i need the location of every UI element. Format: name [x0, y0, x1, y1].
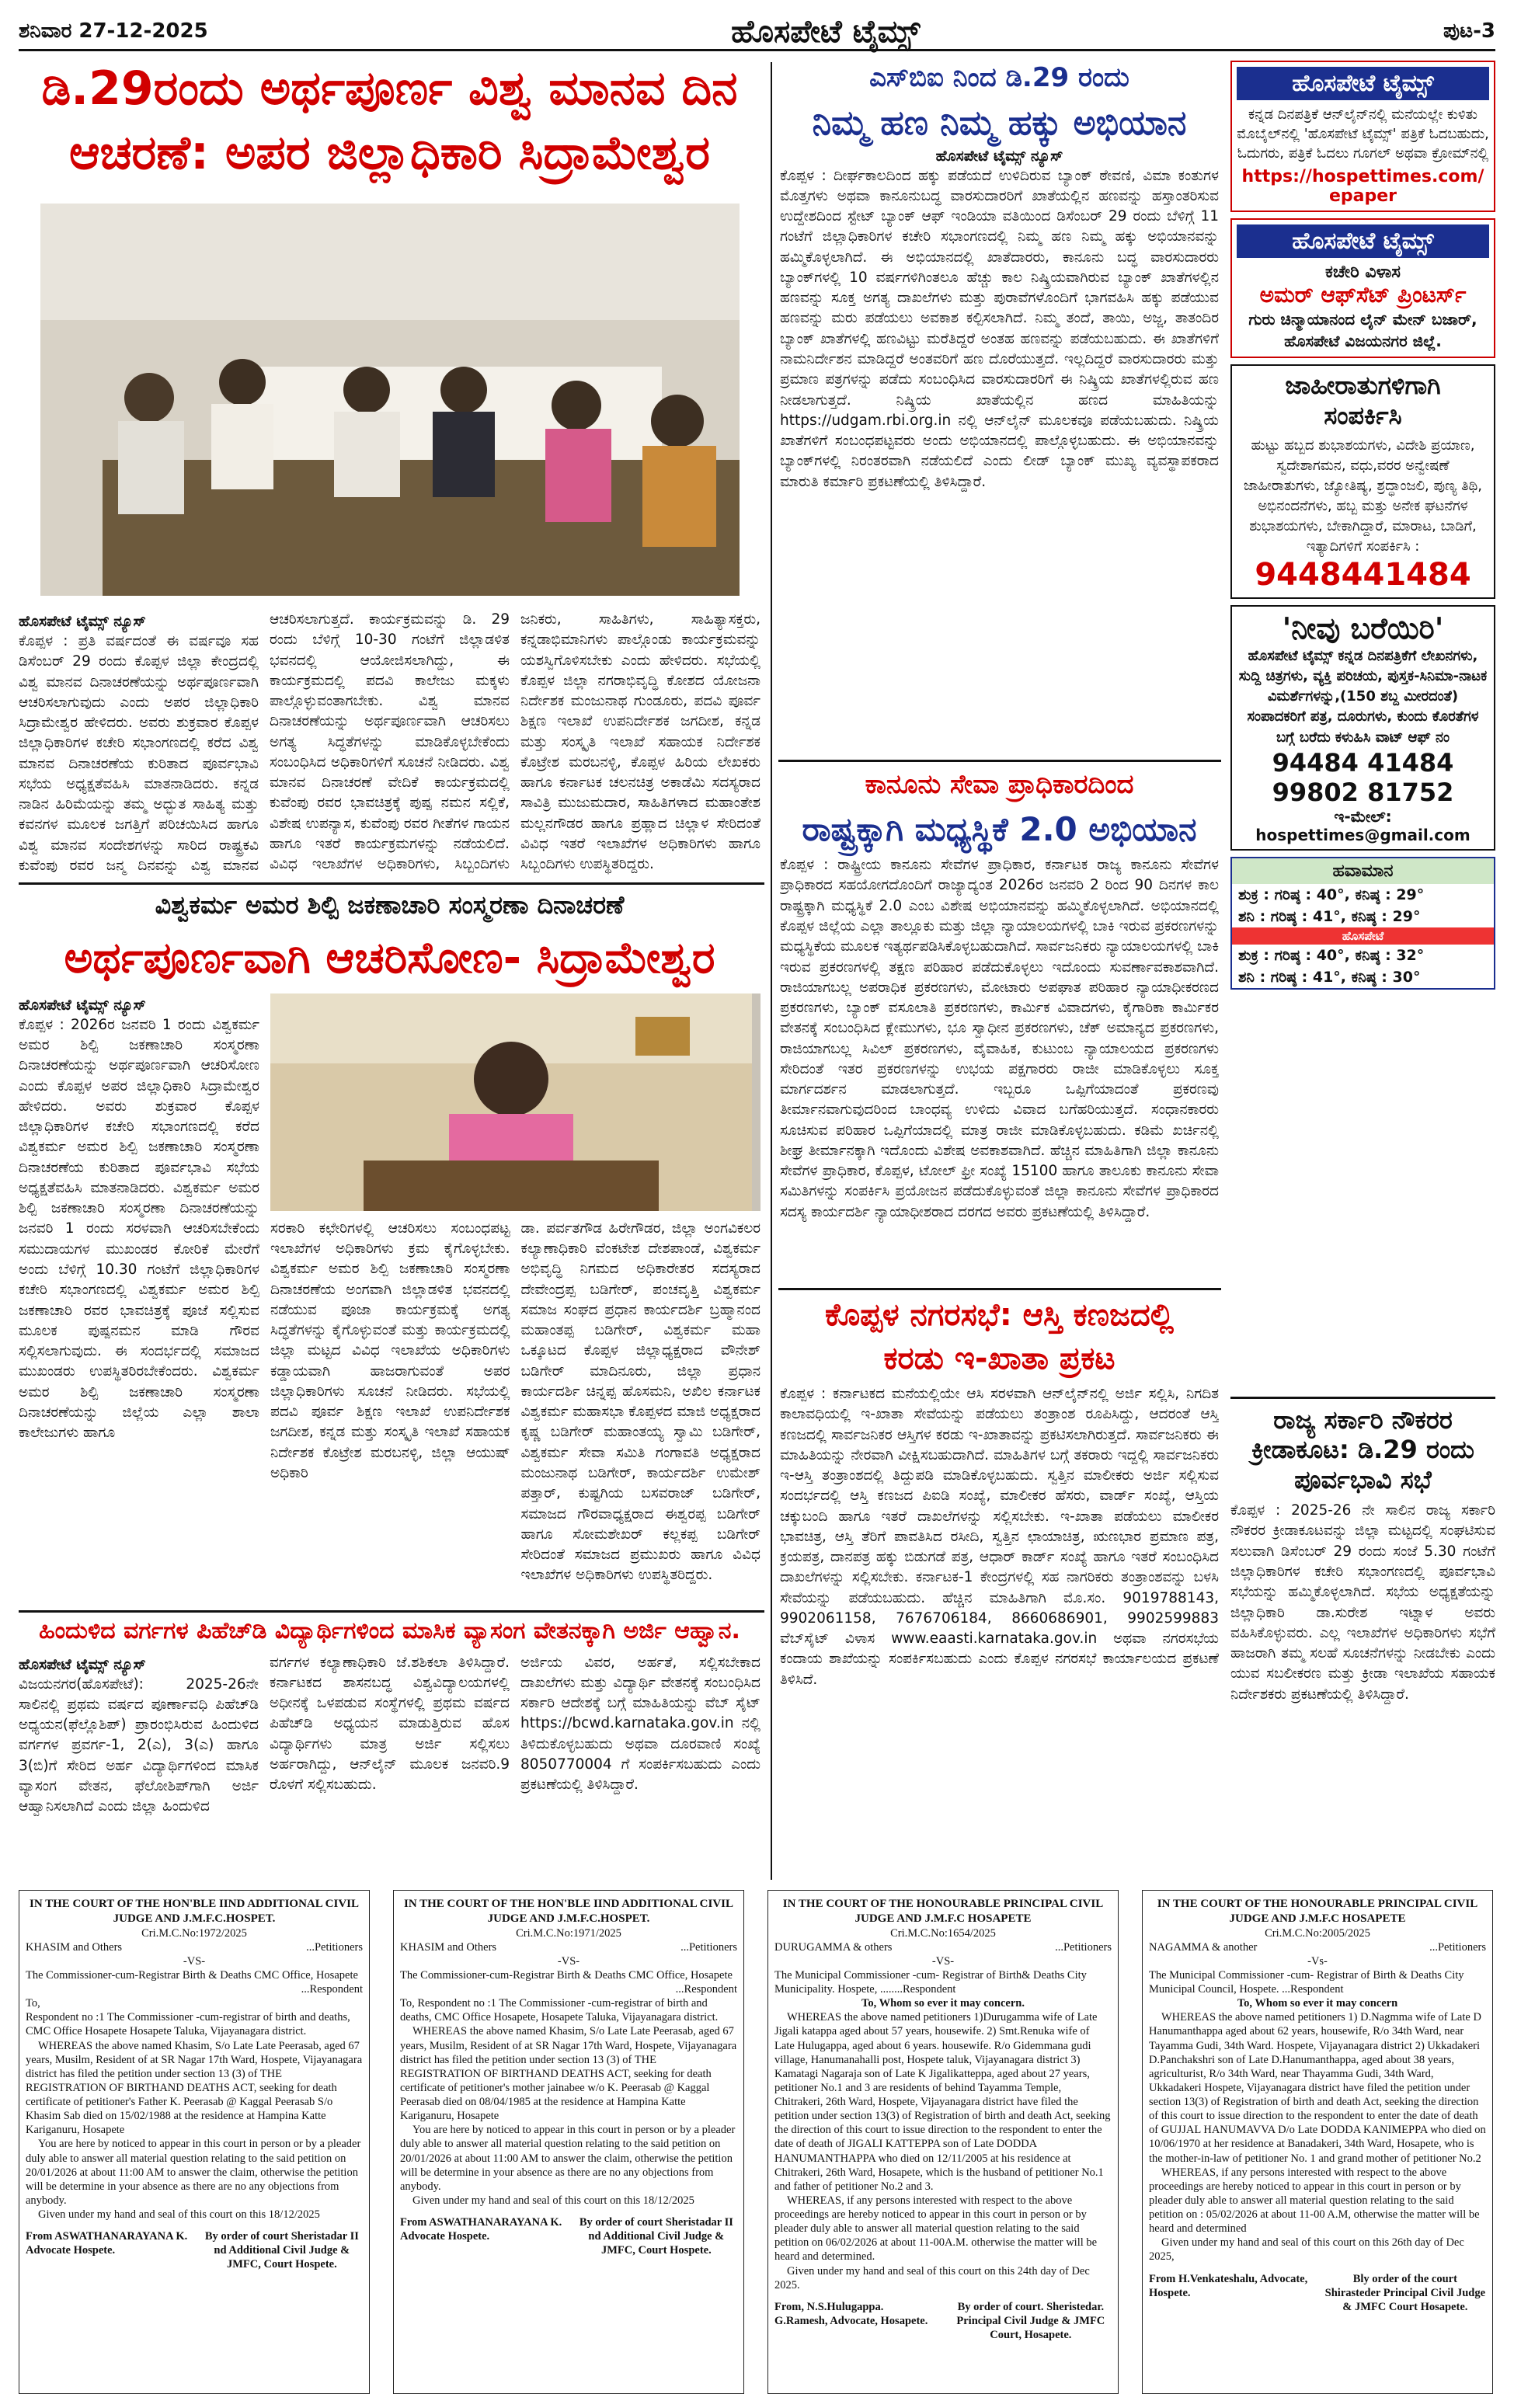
- legal1-respondent-role: ...Respondent: [301, 1983, 363, 1996]
- story1-col2: ಆಚರಿಸಲಾಗುತ್ತದೆ. ಕಾರ್ಯಕ್ರಮವನ್ನು ಡಿ. 29 ರಂದು ಬೆಳಿಗ್ಗೆ 10-30 ಗಂಟೆಗೆ ಜಿಲ್ಲಾಡಳಿತ ಭವನದಲ್ಲಿ ಆಯೋಜಿಸಲಾಗಿದ್ದು, ಈ ಕಾರ್ಯಕ್ರಮದಲ್ಲಿ ಪದವಿ ಕಾಲೇಜು ಮಕ್ಕಳು ಪಾಲ್ಗೊಳ್ಳುವಂತಾಗಬೇಕು. ವಿಶ್ವ ಮಾನವ ದಿನಾಚರಣೆಯನ್ನು ಅರ್ಥಪೂರ್ಣವಾಗಿ ಆಚರಿಸಲು ಅಗತ್ಯ ಸಿದ್ಧತೆಗಳನ್ನು ಮಾಡಿಕೊಳ್ಳಬೇಕೆಂದು ಸಂಬಂಧಿಸಿದ ಅಧಿಕಾರಿಗಳಿಗೆ ಸೂಚನೆ ನೀಡಿದರು. ವಿಶ್ವ ಮಾನವ ದಿನಾಚರಣೆ ವೇದಿಕೆ ಕಾರ್ಯಕ್ರಮದಲ್ಲಿ ಕುವೆಂಪು ರವರ ಭಾವಚಿತ್ರಕ್ಕೆ ಪುಷ್ಪ ನಮನ ಸಲ್ಲಿಕೆ, ವಿಶೇಷ ಉಪನ್ಯಾಸ, ಕುವೆಂಪು ರವರ ಗೀತೆಗಳ ಗಾಯನ ಹಾಗೂ ಇತರೆ ಕಾರ್ಯಕ್ರಮಗಳನ್ನು ನಡೆಯಲಿದೆ. ವಿವಿಧ ಇಲಾಖೆಗಳ ಅಧಿಕಾರಿಗಳು, ಸಿಬ್ಬಂದಿಗಳು: [270, 611, 510, 873]
- story2-byline: ಹೊಸಪೇಟೆ ಟೈಮ್ಸ್ ನ್ಯೂಸ್: [19, 996, 146, 1014]
- story7-headline-line2: ಕ್ರೀಡಾಕೂಟ: ಡಿ.29 ರಂದು: [1251, 1435, 1474, 1465]
- legal2-respondent-role: ...Respondent: [675, 1983, 737, 1996]
- story2-kicker: ವಿಶ್ವಕರ್ಮ ಅಮರ ಶಿಲ್ಪಿ ಜಕಣಾಚಾರಿ ಸಂಸ್ಮರಣಾ ದಿನಾಚರಣೆ: [155, 890, 625, 920]
- divider: [19, 882, 764, 885]
- story1-body: [19, 610, 760, 878]
- story-sports-meet: [1230, 1397, 1495, 1882]
- story6-headline-line1: ಕೊಪ್ಪಳ ನಗರಸಭೆ: ಆಸ್ತಿ ಕಣಜದಲ್ಲಿ: [825, 1297, 1174, 1333]
- office-printer: ಅಮರ್ ಆಫ್‌ಸೆಟ್ ಪ್ರಿಂಟರ್ಸ್: [1259, 281, 1467, 308]
- legal1-given: Given under my hand and seal of this court on this 18/12/2025: [38, 2208, 320, 2221]
- ads-title-line2: ಸಂಪರ್ಕಿಸಿ: [1324, 400, 1402, 430]
- legal2-vs: -VS-: [557, 1954, 580, 1968]
- legal2-from: From ASWATHANARAYANA K. Advocate Hospete.: [400, 2216, 562, 2243]
- office-box: [1230, 218, 1495, 358]
- sidebar: [1230, 61, 1495, 994]
- story6-headline-line2: ಕರಡು ಇ-ಖಾತಾ ಪ್ರಕಟ: [883, 1341, 1115, 1376]
- legal4-whereas: WHEREAS the above named petitioners 1) D.Nagmma wife of Late D Hanumanthappa aged about 62 years, housewife, R/o 34th Ward, near Tayamma Gudi, 34th Ward. Hospete, Vijayanagara district 2) Ukkadakeri D.Panchakshri son of Late D.Hanumanthappa, aged about 38 years, agriculturist, R/o 34th Ward, near Thayamma Gudi, 34th Ward, Ukkadakeri Hospete, Vijayanagara district have filed the petition under section 13(3) of Registration of birth and death Act, seeking the direction of this court to issue direction to the respondent to enter the date of death of GUJJAL HANUMAVVA D/o Late DODDA KANIMEPPA who died on 10/06/1970 at her residence at Banadakeri, 34th Ward, Hosapete, who is the mother-in-law of petitioner No. 1 and grand mother of petitioner No.2: [1149, 2011, 1486, 2165]
- masthead: [19, 14, 1495, 51]
- newspaper-page: [19, 14, 1495, 2394]
- page-number: ಪುಟ-3: [1443, 19, 1495, 43]
- legal4-notice: WHEREAS, if any persons interested with respect to the above proceedings are hereby noticed to appear in this court in person or by pleader duly able to answer all material question relating to the said petition on : 05/02/2026 at about 11-00 A.M, otherwise the matter will be heard and determined: [1149, 2166, 1480, 2236]
- weather-city: ಹೊಸಪೇಟೆ: [1232, 927, 1494, 945]
- story3-col3: ಅರ್ಜಿಯ ವಿವರ, ಅರ್ಹತೆ, ಸಲ್ಲಿಸಬೇಕಾದ ದಾಖಲೆಗಳು ಮತ್ತು ವಿದ್ಯಾರ್ಥಿ ವೇತನಕ್ಕೆ ಸಂಬಂಧಿಸಿದ ಸರ್ಕಾರಿ ಆದೇಶಕ್ಕೆ ಬಗ್ಗೆ ಮಾಹಿತಿಯನ್ನು ವೆಬ್ ಸೈಟ್ https://bcwd.karnataka.gov.in ನಲ್ಲಿ ತಿಳಿದುಕೊಳ್ಳಬಹುದು ಅಥವಾ ದೂರವಾಣಿ ಸಂಖ್ಯೆ 8050770004 ಗೆ ಸಂಪರ್ಕಿಸಬಹುದು ಎಂದು ಪ್ರಕಟಣೆಯಲ್ಲಿ ತಿಳಿಸಿದ್ದಾರೆ.: [520, 1654, 760, 1794]
- story2-col2: ಸರಕಾರಿ ಕಛೇರಿಗಳಲ್ಲಿ ಆಚರಿಸಲು ಸಂಬಂಧಪಟ್ಟ ಇಲಾಖೆಗಳ ಅಧಿಕಾರಿಗಳು ಕ್ರಮ ಕೈಗೊಳ್ಳಬೇಕು. ವಿಶ್ವಕರ್ಮ ಅಮರ ಶಿಲ್ಪಿ ಜಕಣಾಚಾರಿ ಸಂಸ್ಮರಣಾ ದಿನಾಚರಣೆಯ ಅಂಗವಾಗಿ ಜಿಲ್ಲಾಡಳಿತ ಭವನದಲ್ಲಿ ನಡೆಯುವ ಪೂಜಾ ಕಾರ್ಯಕ್ರಮಕ್ಕೆ ಅಗತ್ಯ ಸಿದ್ಧತೆಗಳನ್ನು ಕೈಗೊಳ್ಳುವಂತೆ ಮತ್ತು ಕಾರ್ಯಕ್ರಮದಲ್ಲಿ ಜಿಲ್ಲಾ ಮಟ್ಟದ ವಿವಿಧ ಇಲಾಖೆಯ ಅಧಿಕಾರಿಗಳು ಕಡ್ಡಾಯವಾಗಿ ಹಾಜರಾಗುವಂತೆ ಅಪರ ಜಿಲ್ಲಾಧಿಕಾರಿಗಳು ಸೂಚನೆ ನೀಡಿದರು. ಸಭೆಯಲ್ಲಿ ಪದವಿ ಪೂರ್ವ ಶಿಕ್ಷಣ ಇಲಾಖೆ ಉಪನಿರ್ದೇಶಕ ಜಗದೀಶ, ಕನ್ನಡ ಮತ್ತು ಸಂಸ್ಕೃತಿ ಇಲಾಖೆ ಸಹಾಯಕ ನಿರ್ದೇಶಕ ಕೊಟ್ರೇಶ ಮರಬನಳ್ಳಿ, ಜಿಲ್ಲಾ ಆಯುಷ್ ಅಧಿಕಾರಿ: [270, 1220, 510, 1481]
- story5-body: ಕೊಪ್ಪಳ : ರಾಷ್ಟ್ರೀಯ ಕಾನೂನು ಸೇವೆಗಳ ಪ್ರಾಧಿಕಾರ, ಕರ್ನಾಟಕ ರಾಜ್ಯ ಕಾನೂನು ಸೇವೆಗಳ ಪ್ರಾಧಿಕಾರದ ಸಹಯೋಗದೊಂದಿಗೆ ರಾಜ್ಯಾದ್ಯಂತ 2026ರ ಜನವರಿ 2 ರಿಂದ 90 ದಿನಗಳ ಕಾಲ ರಾಷ್ಟ್ರಕ್ಕಾಗಿ ಮಧ್ಯಸ್ಥಿಕೆ 2.0 ಎಂಬ ವಿಶೇಷ ಅಭಿಯಾನವನ್ನು ಹಮ್ಮಿಕೊಳ್ಳಲಾಗಿದೆ. ಅಭಿಯಾನದಲ್ಲಿ ಕೊಪ್ಪಳ ಜಿಲ್ಲೆಯ ಎಲ್ಲಾ ತಾಲ್ಲೂಕು ಮತ್ತು ಜಿಲ್ಲಾ ನ್ಯಾಯಾಲಯಗಳಲ್ಲಿ ಬಾಕಿ ಇರುವ ಪ್ರಕರಣಗಳನ್ನು ಮಧ್ಯಸ್ಥಿಕೆಯ ಮೂಲಕ ಇತ್ಯರ್ಥಪಡಿಸಿಕೊಳ್ಳಬಹುದಾಗಿದೆ. ಸಾರ್ವಜನಿಕರು ನ್ಯಾಯಾಲಯಗಳಲ್ಲಿ ಬಾಕಿ ಇರುವ ಪ್ರಕರಣಗಳಲ್ಲಿ ತಕ್ಷಣ ಪರಿಹಾರ ಪಡೆದುಕೊಳ್ಳಲು ಇದೊಂದು ಸುವರ್ಣಾವಕಾಶವಾಗಿದೆ. ರಾಜಿಯಾಗಬಲ್ಲ ಅಪರಾಧಿಕ ಪ್ರಕರಣಗಳು, ಮೋಟಾರು ಅಪಘಾತ ಪರಿಹಾರ ನ್ಯಾಯಾಧೀಕರಣದ ಪ್ರಕರಣಗಳು, ಬ್ಯಾಂಕ್ ವಸೂಲಾತಿ ಪ್ರಕರಣಗಳು, ಕಾರ್ಮಿಕ ವಿವಾದಗಳು, ಕೈಗಾರಿಕಾ ಕಾರ್ಮಿಕರ ವೇತನಕ್ಕೆ ಸಂಬಂಧಿಸಿದ ಕ್ಲೇಮುಗಳು, ಭೂ ಸ್ವಾಧೀನ ಪ್ರಕರಣಗಳು, ಚೆಕ್ ಅಮಾನ್ಯದ ಪ್ರಕರಣಗಳು, ರಾಜಿಯಾಗಬಲ್ಲ ಸಿವಿಲ್ ಪ್ರಕರಣಗಳು, ವೈವಾಹಿಕ, ಕುಟುಂಬ ನ್ಯಾಯಾಲಯದ ಪ್ರಕರಣಗಳು ಸೇರಿದಂತೆ ಇತರ ಪ್ರಕರಣಗಳನ್ನು ಉಭಯ ಪಕ್ಷಗಾರರು ರಾಜೀ ಮಾಡಿಕೊಳ್ಳಲು ಸೂಕ್ತ ಮಾರ್ಗದರ್ಶನ ಮಾಡಲಾಗುತ್ತದೆ. ಇಬ್ಬರೂ ಒಪ್ಪಿಗೆಯಾದಂತೆ ಪ್ರಕರಣವು ತೀರ್ಮಾನವಾಗುವುದರಿಂದ ಬಾಂಧವ್ಯ ಉಳಿದು ವಿವಾದ ಬಗೆಹರಿಯುತ್ತದೆ. ಸಂಧಾನಕಾರರು ಸೂಚಿಸುವ ಪರಿಹಾರ ಒಪ್ಪಿಗೆಯಾದಲ್ಲಿ ಮಾತ್ರ ರಾಜೀ ಮಾಡಿಕೊಳ್ಳಬಹುದು. ಕಡಿಮೆ ಖರ್ಚಿನಲ್ಲಿ ಶೀಘ್ರ ತೀರ್ಮಾನಕ್ಕಾಗಿ ಇದೊಂದು ವಿಶೇಷ ಅವಕಾಶವಾಗಿದೆ. ಹೆಚ್ಚಿನ ಮಾಹಿತಿಗಾಗಿ ಜಿಲ್ಲಾ ಕಾನೂನು ಸೇವೆಗಳ ಪ್ರಾಧಿಕಾರ, ಕೊಪ್ಪಳ, ಟೋಲ್ ಫ್ರೀ ಸಂಖ್ಯೆ 15100 ಹಾಗೂ ತಾಲೂಕು ಕಾನೂನು ಸೇವಾ ಸಮಿತಿಗಳನ್ನು ಸಂಪರ್ಕಿಸಿ ಪ್ರಯೋಜನ ಪಡೆದುಕೊಳ್ಳುವಂತೆ ಜಿಲ್ಲಾ ಕಾನೂನು ಸೇವೆಗಳ ಪ್ರಾಧಿಕಾರದ ಸದಸ್ಯ ಕಾರ್ಯದರ್ಶಿ ನ್ಯಾಯಾಧೀಶರಾದ ದರಗದ ಅವರು ಪ್ರಕಟಣೆಯಲ್ಲಿ ತಿಳಿಸಿದ್ದಾರೆ.: [780, 857, 1219, 1220]
- divider: [778, 760, 1221, 762]
- office-title: ಕಚೇರಿ ವಿಳಾಸ: [1324, 262, 1401, 282]
- write-phone-1: 94484 41484: [1272, 747, 1454, 778]
- legal2-order: By order of court Sheristadar II nd Additional Civil Judge & JMFC, Court Hospete.: [579, 2216, 733, 2257]
- legal4-from: From H.Venkateshalu, Advocate, Hospete.: [1149, 2272, 1308, 2299]
- legal1-petitioner-role: ...Petitioners: [306, 1940, 363, 1954]
- story1-headline-line1: ಡಿ.29ರಂದು ಅರ್ಥಪೂರ್ಣ ವಿಶ್ವ ಮಾನವ ದಿನ: [41, 62, 738, 116]
- legal4-respondent: The Municipal Commissioner -cum- Registrar of Birth & Deaths City Municipal Council, Hospete. ...Respondent: [1149, 1968, 1464, 1996]
- legal3-to: To, Whom so ever it may concern.: [861, 1997, 1025, 2010]
- ads-title-line1: ಜಾಹೀರಾತುಗಳಿಗಾಗಿ: [1285, 370, 1441, 400]
- legal-notice-4: [1142, 1890, 1493, 2394]
- story-jakanachari-day: [19, 890, 760, 1605]
- write-box: [1230, 605, 1495, 850]
- legal2-respondent: The Commissioner-cum-Registrar Birth & Deaths CMC Office, Hosapete: [400, 1968, 733, 1982]
- story-sbi-campaign: [780, 62, 1219, 753]
- story-e-khata: [780, 1297, 1219, 1880]
- legal4-petitioner-role: ...Petitioners: [1429, 1940, 1486, 1954]
- office-logo: ಹೊಸಪೇಟೆ ಟೈಮ್ಸ್: [1237, 224, 1489, 258]
- story-phd-fellowship: [19, 1618, 760, 1882]
- legal3-from: From, N.S.Hulugappa. G.Ramesh, Advocate, Hosapete.: [774, 2300, 928, 2327]
- legal2-whereas: WHEREAS the above named Khasim, S/o Late Late Peerasab, aged 67 years, Musilm, Resident of at SR Nagar 17th Ward, Hospete, Vijayanagara district has filed the petition under section 13 (3) of THE REGISTRATION OF BIRTHAND DEATHS ACT, seeking for death certificate of petitioner's mother jainabee w/o K. Peerasab @ Kaggal Peerasab died on 08/04/1985 at the residence at Hampina Katte Kariganuru, Hosapete: [400, 2025, 737, 2123]
- story7-headline-line1: ರಾಜ್ಯ ಸರ್ಕಾರಿ ನೌಕರರ: [1273, 1405, 1453, 1435]
- write-phone-2: 99802 81752: [1272, 777, 1454, 807]
- write-text: ಹೊಸಪೇಟೆ ಟೈಮ್ಸ್ ಕನ್ನಡ ದಿನಪತ್ರಿಕೆಗೆ ಲೇಖನಗಳು, ಸುದ್ದಿ ಚಿತ್ರಗಳು, ವ್ಯಕ್ತಿ ಪರಿಚಯ, ಪುಸ್ತಕ-ಸಿನಿಮಾ-ನಾಟಕ ವಿಮರ್ಶೆಗಳನ್ನು,(150 ಶಬ್ದ ಮೀರದಂತೆ) ಸಂಪಾದಕರಿಗೆ ಪತ್ರ, ದೂರುಗಳು, ಕುಂದು ಕೊರತೆಗಳ ಬಗ್ಗೆ ಬರೆದು ಕಳುಹಿಸಿ ವಾಟ್ ಆಫ್ ನಂ: [1238, 648, 1488, 746]
- story4-body: ಕೊಪ್ಪಳ : ದೀರ್ಘಕಾಲದಿಂದ ಹಕ್ಕು ಪಡೆಯದೆ ಉಳಿದಿರುವ ಬ್ಯಾಂಕ್ ಠೇವಣಿ, ವಿಮಾ ಕಂತುಗಳ ಮೊತ್ತಗಳು ಅಥವಾ ಕಾನೂನುಬದ್ಧ ವಾರಸುದಾರರಿಗೆ ಖಾತೆಯಲ್ಲಿನ ಹಣವನ್ನು ಹಸ್ತಾಂತರಿಸುವ ಉದ್ದೇಶದಿಂದ ಸ್ಟೇಟ್ ಬ್ಯಾಂಕ್ ಆಫ್ ಇಂಡಿಯಾ ವತಿಯಿಂದ ಡಿಸೆಂಬರ್ 29 ರಂದು ಬೆಳಿಗ್ಗೆ 11 ಗಂಟೆಗೆ ಜಿಲ್ಲಾಧಿಕಾರಿಗಳ ಕಚೇರಿ ಸಭಾಂಗಣದಲ್ಲಿ ನಿಮ್ಮ ಹಣ ನಿಮ್ಮ ಹಕ್ಕು ಅಭಿಯಾನವನ್ನು ಹಮ್ಮಿಕೊಳ್ಳಲಾಗಿದೆ. ಈ ಅಭಿಯಾನದಲ್ಲಿ ಖಾತೆದಾರರು, ಕಾನೂನು ಬದ್ಧ ವಾರಸುದಾರರು ಬ್ಯಾಂಕ್‌ಗಳಲ್ಲಿ 10 ವರ್ಷಗಳಿಗಿಂತಲೂ ಹೆಚ್ಚು ಕಾಲ ನಿಷ್ಕ್ರಿಯವಾಗಿರುವ ಬ್ಯಾಂಕ್ ಖಾತೆಗಳಲ್ಲಿನ ಹಣವನ್ನು ಸೂಕ್ತ ಅಗತ್ಯ ದಾಖಲೆಗಳು ಮತ್ತು ಪುರಾವೆಗಳೊಂದಿಗೆ ಭಾಗವಹಿಸಿ ಹಕ್ಕು ಪಡೆಯುವ ಹಣವನ್ನು ಮರು ಪಡೆಯಲು ಅವಕಾಶ ಕಲ್ಪಿಸಲಾಗಿದೆ. ನಿಮ್ಮ ತಂದೆ, ತಾಯಿ, ಅಜ್ಜ, ತಾತಂದಿರ ಬ್ಯಾಂಕ್ ಖಾತೆಗಳಲ್ಲಿ ಹಣವಿಟ್ಟು ಮರೆತಿದ್ದರೆ ಅಂತಹ ಹಣವನ್ನು ಪಡೆಯಬಹುದು. ಈ ಖಾತೆಗಳಿಗೆ ನಾಮನಿರ್ದೇಶನ ಮಾಡಿದ್ದರೆ ಅಂತವರಿಗೆ ಹಣ ದೊರೆಯುತ್ತದೆ. ಇಲ್ಲದಿದ್ದರೆ ವಾರಸುದಾರರು ಮತ್ತು ಪ್ರಮಾಣ ಪತ್ರಗಳನ್ನು ಪಡೆದು ಸಂಬಂಧಿಸಿದ ವಾರಸುದಾರರಿಗೆ ಈ ನಿಷ್ಕ್ರಿಯ ಖಾತೆಗಳಲ್ಲಿರುವ ಹಣ ನೀಡಲಾಗುತ್ತದೆ. ನಿಷ್ಕ್ರಿಯ ಖಾತೆಯಲ್ಲಿನ ಹಣದ ಮಾಹಿತಿಯನ್ನು https://udgam.rbi.org.in ನಲ್ಲಿ ಆನ್‌ಲೈನ್ ಮೂಲಕವೂ ಪಡೆಯಬಹುದು. ನಿಷ್ಕ್ರಿಯ ಖಾತೆಗಳಿಗೆ ಸಂಬಂಧಪಟ್ಟವರು ಅಂದು ಅಭಿಯಾನದಲ್ಲಿ ಪಾಲ್ಗೊಳ್ಳಬಹುದು. ಈ ಅಭಿಯಾನವನ್ನು ಬ್ಯಾಂಕ್‌ಗಳಲ್ಲಿ ನಿರಂತರವಾಗಿ ನಡೆಯಲಿದೆ ಎಂದು ಲೀಡ್ ಬ್ಯಾಂಕ್ ಮುಖ್ಯ ವ್ಯವಸ್ಥಾಪಕರಾದ ಮಾರುತಿ ಕರ್ಮಾರಿ ಪ್ರಕಟಣೆಯಲ್ಲಿ ತಿಳಿಸಿದ್ದಾರೆ.: [780, 167, 1219, 490]
- weather-row: ಶುಕ್ರ : ಗರಿಷ್ಠ : 40°, ಕನಿಷ್ಠ : 29°: [1238, 886, 1425, 903]
- divider: [778, 1288, 1221, 1290]
- legal2-petitioner-role: ...Petitioners: [680, 1940, 737, 1954]
- story1-col1: ಕೊಪ್ಪಳ : ಪ್ರತಿ ವರ್ಷದಂತೆ ಈ ವರ್ಷವೂ ಸಹ ಡಿಸೆಂಬರ್ 29 ರಂದು ಕೊಪ್ಪಳ ಜಿಲ್ಲಾ ಕೇಂದ್ರದಲ್ಲಿ ವಿಶ್ವ ಮಾನವ ದಿನಾಚರಣೆಯನ್ನು ಅರ್ಥಪೂರ್ಣವಾಗಿ ಆಚರಿಸಲಾಗುವುದು ಎಂದು ಅಪರ ಜಿಲ್ಲಾಧಿಕಾರಿ ಸಿದ್ರಾಮೇಶ್ವರ ಹೇಳಿದರು. ಅವರು ಶುಕ್ರವಾರ ಕೊಪ್ಪಳ ಜಿಲ್ಲಾಧಿಕಾರಿಗಳ ಕಚೇರಿ ಸಭಾಂಗಣದಲ್ಲಿ ಕರೆದ ವಿಶ್ವ ಮಾನವ ದಿನಾಚರಣೆಯ ಕುರಿತಾದ ಪೂರ್ವಭಾವಿ ಸಭೆಯ ಅಧ್ಯಕ್ಷತೆವಹಿಸಿ ಮಾತನಾಡಿದರು. ಕನ್ನಡ ನಾಡಿನ ಹಿರಿಮೆಯನ್ನು ತಮ್ಮ ಅದ್ಭುತ ಸಾಹಿತ್ಯ ಮತ್ತು ಕವನಗಳ ಮೂಲಕ ಜಗತ್ತಿಗೆ ಪರಿಚಯಿಸಿದ ಹಾಗೂ ವಿಶ್ವ ಮಾನವ ಸಂದೇಶಗಳನ್ನು ಸಾರಿದ ರಾಷ್ಟ್ರಕವಿ ಕುವೆಂಪು ರವರ ಜನ್ಮ ದಿನವನ್ನು ವಿಶ್ವ ಮಾನವ: [19, 633, 259, 874]
- weather-title: ಹವಾಮಾನ: [1232, 858, 1494, 884]
- story2-headline: ಅರ್ಥಪೂರ್ಣವಾಗಿ ಆಚರಿಸೋಣ- ಸಿದ್ರಾಮೇಶ್ವರ: [64, 933, 715, 984]
- story2-col3: ಡಾ. ಪರ್ವತಗೌಡ ಹಿರೇಗೌಡರ, ಜಿಲ್ಲಾ ಅಂಗವಿಕಲರ ಕಲ್ಯಾಣಾಧಿಕಾರಿ ವೆಂಕಟೇಶ ದೇಶಪಾಂಡೆ, ವಿಶ್ವಕರ್ಮ ಅಭಿವೃದ್ಧಿ ನಿಗಮದ ಅಧಿಕಾರೇತರ ಸದಸ್ಯರಾದ ದೇವೇಂದ್ರಪ್ಪ ಬಡಿಗೇರ್, ಪಂಚವೃತ್ತಿ ವಿಶ್ವಕರ್ಮ ಸಮಾಜ ಸಂಘದ ಪ್ರಧಾನ ಕಾರ್ಯದರ್ಶಿ ಬ್ರಹ್ಮಾನಂದ ಮಹಾಂತಪ್ಪ ಬಡಿಗೇರ್, ವಿಶ್ವಕರ್ಮ ಮಹಾ ಒಕ್ಕೂಟದ ಕೊಪ್ಪಳ ಜಿಲ್ಲಾಧ್ಯಕ್ಷರಾದ ವೌನೇಶ್ ಬಡಿಗೇರ್ ಮಾದಿನೂರು, ಜಿಲ್ಲಾ ಪ್ರಧಾನ ಕಾರ್ಯದರ್ಶಿ ಚಿನ್ನಪ್ಪ ಹೊಸಮನಿ, ಅಖಿಲ ಕರ್ನಾಟಕ ವಿಶ್ವಕರ್ಮ ಮಹಾಸಭಾ ಕೊಪ್ಪಳದ ಮಾಜಿ ಅಧ್ಯಕ್ಷರಾದ ಕೃಷ್ಣ ಬಡಿಗೇರ್ ಮಹಾಂತಯ್ಯ ಸ್ವಾಮಿ ಬಡಿಗೇರ್, ವಿಶ್ವಕರ್ಮ ಸೇವಾ ಸಮಿತಿ ಗಂಗಾವತಿ ಅಧ್ಯಕ್ಷರಾದ ಮಂಜುನಾಥ ಬಡಿಗೇರ್, ಕಾರ್ಯದರ್ಶಿ ಉಮೇಶ್ ಪತ್ತಾರ್, ಕುಷ್ಟಗಿಯ ಬಸವರಾಜ್ ಬಡಿಗೇರ್, ಸಮಾಜದ ಗೌರವಾಧ್ಯಕ್ಷರಾದ ಈಶ್ವರಪ್ಪ ಬಡಿಗೇರ್ ಹಾಗೂ ಸೋಮಶೇಖರ್ ಕಲ್ಲಕಪ್ಪ ಬಡಿಗೇರ್ ಸೇರಿದಂತೆ ಸಮಾಜದ ಪ್ರಮುಖರು ಹಾಗೂ ವಿವಿಧ ಇಲಾಖೆಗಳ ಅಧಿಕಾರಿಗಳು ಉಪಸ್ಥಿತರಿದ್ದರು.: [520, 1220, 760, 1584]
- story1-meeting-photo: [40, 204, 740, 596]
- issue-date: ಶನಿವಾರ 27-12-2025: [19, 19, 208, 43]
- legal4-court: IN THE COURT OF THE HONOURABLE PRINCIPAL CIVIL JUDGE AND J.M.F.C HOSAPETE: [1157, 1898, 1478, 1925]
- weather-row: ಶನಿ : ಗರಿಷ್ಠ : 41°, ಕನಿಷ್ಠ : 30°: [1238, 968, 1421, 986]
- story6-body: ಕೊಪ್ಪಳ : ಕರ್ನಾಟಕದ ಮನೆಯಲ್ಲಿಯೇ ಆಸಿ ಸರಳವಾಗಿ ಆನ್‌ಲೈನ್‌ನಲ್ಲಿ ಅರ್ಜಿ ಸಲ್ಲಿಸಿ, ನಿಗದಿತ ಕಾಲಾವಧಿಯಲ್ಲಿ ಇ-ಖಾತಾ ಸೇವೆಯನ್ನು ಪಡೆಯಲು ತಂತ್ರಾಂಶ ರೂಪಿಸಿದ್ದು, ಆದರಂತೆ ಆಸ್ತಿ ಕಣಜದಲ್ಲಿ ಸಾರ್ವಜನಿಕರ ಆಸ್ತಿಗಳ ಕರಡು ಇ-ಖಾತಾವನ್ನು ಪ್ರಕಟಿಸಲಾಗಿರುತ್ತದೆ. ಸಾರ್ವಜನಿಕರು ಈ ಮಾಹಿತಿಯನ್ನು ನೇರವಾಗಿ ವೀಕ್ಷಿಸಬಹುದಾಗಿದೆ. ಮಾಹಿತಿಗಳ ಬಗ್ಗೆ ತಕರಾರು ಇದ್ದಲ್ಲಿ ಸಾರ್ವಜನಿಕರು ಇ-ಆಸ್ತಿ ತಂತ್ರಾಂಶದಲ್ಲಿ ತಿದ್ದುಪಡಿ ಮಾಡಿಕೊಳ್ಳಬಹುದು. ಸ್ವತ್ತಿನ ಮಾಲೀಕರು ಅರ್ಜಿ ಸಲ್ಲಿಸುವ ಸಂದರ್ಭದಲ್ಲಿ ಆಸ್ತಿ ಕಣಜದ ಪಿಐಡಿ ಸಂಖ್ಯೆ, ಮಾಲೀಕರ ಹೆಸರು, ವಾರ್ಡ್ ಸಂಖ್ಯೆ, ಆಸ್ತಿಯ ಚಕ್ಕುಬಂದಿ ಹಾಗೂ ಇತರೆ ದಾಖಲೆಗಳನ್ನು ಸಲ್ಲಿಸಬೇಕು. ಇ-ಖಾತಾ ಪಡೆಯಲು ಮಾಲೀಕರ ಭಾವಚಿತ್ರ, ಆಸ್ತಿ ತೆರಿಗೆ ಪಾವತಿಸಿದ ರಸೀದಿ, ಸ್ವತ್ತಿನ ಛಾಯಾಚಿತ್ರ, ಋಣಭಾರ ಪ್ರಮಾಣ ಪತ್ರ, ಕ್ರಯಪತ್ರ, ದಾನಪತ್ರ ಹಕ್ಕು ಬಿಡುಗಡೆ ಪತ್ರ, ಆಧಾರ್ ಕಾರ್ಡ್ ಸಂಖ್ಯೆ ಹಾಗೂ ಇತರೆ ಸಂಬಂಧಿಸಿದ ದಾಖಲೆಗಳನ್ನು ಸಲ್ಲಿಸಬೇಕು. ಕರ್ನಾಟಕ-1 ಕೇಂದ್ರಗಳಲ್ಲಿ ಸಹ ನಾಗರಿಕರು ತಂತ್ರಾಂಶವನ್ನು ಬಳಸಿ ಸೇವೆಯನ್ನು ಪಡೆಯಬಹುದು. ಹೆಚ್ಚಿನ ಮಾಹಿತಿಗಾಗಿ ಮೊ.ಸಂ. 9019788143, 9902061158, 7676706184, 8660686901, 9902599883 ವೆಬ್‌ಸೈಟ್ ವಿಳಾಸ www.eaasti.karnataka.gov.in ಅಥವಾ ನಗರಸಭೆಯ ಕಂದಾಯ ಶಾಖೆಯನ್ನು ಸಂಪರ್ಕಿಸಬಹುದು ಎಂದು ಕೊಪ್ಪಳ ನಗರಸಭೆ ಕಾರ್ಯಾಲಯದ ಪ್ರಕಟಣೆ ತಿಳಿಸಿದೆ.: [780, 1386, 1219, 1688]
- ads-text: ಹುಟ್ಟು ಹಬ್ಬದ ಶುಭಾಶಯಗಳು, ವಿದೇಶಿ ಪ್ರಯಾಣ, ಸ್ವದೇಶಾಗಮನ, ವಧು,ವರರ ಅನ್ವೇಷಣೆ ಜಾಹೀರಾತುಗಳು, ಜ್ಯೋತಿಷ್ಯ, ಶ್ರದ್ಧಾಂಜಲಿ, ಪುಣ್ಯ ತಿಥಿ, ಅಭಿನಂದನೆಗಳು, ಹಬ್ಬ ಮತ್ತು ಅನೇಕ ಘಟನೆಗಳ ಶುಭಾಶಯಗಳು, ಬೇಕಾಗಿದ್ದಾರೆ, ಮಾರಾಟ, ಬಾಡಿಗೆ, ಇತ್ಯಾದಿಗಳಿಗೆ ಸಂಪರ್ಕಿಸಿ :: [1243, 437, 1483, 555]
- legal3-court: IN THE COURT OF THE HONOURABLE PRINCIPAL CIVIL JUDGE AND J.M.F.C HOSAPETE: [782, 1898, 1104, 1925]
- story5-kicker: ಕಾನೂನು ಸೇವಾ ಪ್ರಾಧಿಕಾರದಿಂದ: [865, 769, 1134, 800]
- story1-col3: ಜನಿಕರು, ಸಾಹಿತಿಗಳು, ಸಾಹಿತ್ಯಾಸಕ್ತರು, ಕನ್ನಡಾಭಿಮಾನಿಗಳು ಪಾಲ್ಗೊಂಡು ಕಾರ್ಯಕ್ರಮವನ್ನು ಯಶಸ್ವಿಗೊಳಿಸಬೇಕು ಎಂದು ಹೇಳಿದರು. ಸಭೆಯಲ್ಲಿ ಕೊಪ್ಪಳ ಜಿಲ್ಲಾ ನಗರಾಭಿವೃದ್ಧಿ ಕೋಶದ ಯೋಜನಾ ನಿರ್ದೇಶಕ ಮಂಜುನಾಥ ಗುಂಡೂರು, ಪದವಿ ಪೂರ್ವ ಶಿಕ್ಷಣ ಇಲಾಖೆ ಉಪನಿರ್ದೇಶಕ ಜಗದೀಶ, ಕನ್ನಡ ಮತ್ತು ಸಂಸ್ಕೃತಿ ಇಲಾಖೆ ಸಹಾಯಕ ನಿರ್ದೇಶಕ ಕೊಟ್ರೇಶ ಮರಬನಳ್ಳಿ, ಕೊಪ್ಪಳ ಹಿರಿಯ ಲೇಖಕರು ಹಾಗೂ ಕರ್ನಾಟಕ ಚಲನಚಿತ್ರ ಅಕಾಡೆಮಿ ಸದಸ್ಯರಾದ ಸಾವಿತ್ರಿ ಮುಜುಮದಾರ, ಸಾಹಿತಿಗಳಾದ ಮಹಾಂತೇಶ ಮಲ್ಲನಗೌಡರ ಹಾಗೂ ಪ್ರಹ್ಲಾದ ಚಿಲ್ಲಾಳ ಸೇರಿದಂತೆ ವಿವಿಧ ಇತರೆ ಇಲಾಖೆಗಳ ಅಧಿಕಾರಿಗಳು ಹಾಗೂ ಸಿಬ್ಬಂದಿಗಳು ಉಪಸ್ಥಿತರಿದ್ದರು.: [520, 611, 760, 873]
- legal3-given: Given under my hand and seal of this court on this 24th day of Dec 2025.: [774, 2264, 1090, 2291]
- legal4-vs: -Vs-: [1307, 1954, 1328, 1968]
- legal4-order: Bly order of the court Shirasteder Principal Civil Judge & JMFC Court Hosapete.: [1324, 2272, 1486, 2313]
- official-photo-illustration: [270, 993, 752, 1211]
- ads-phone: 9448441484: [1255, 557, 1471, 593]
- story4-byline: ಹೊಸಪೇಟೆ ಟೈಮ್ಸ್ ನ್ಯೂಸ್: [935, 147, 1063, 165]
- newspaper-title: ಹೊಸಪೇಟೆ ಟೈಮ್ಸ್: [731, 13, 921, 50]
- meeting-photo-illustration: [40, 204, 740, 596]
- legal3-notice: WHEREAS, if any persons interested with respect to the above proceedings are hereby noticed to appear in this court in person or by pleader duly able to answer all material question relating to the said petition on 06/02/2026 at about 11-00A.M. otherwise the matter will be heard and determined.: [774, 2194, 1098, 2264]
- ads-box: [1230, 364, 1495, 600]
- story7-body: ಕೊಪ್ಪಳ : 2025-26 ನೇ ಸಾಲಿನ ರಾಜ್ಯ ಸರ್ಕಾರಿ ನೌಕರರ ಕ್ರೀಡಾಕೂಟವನ್ನು ಜಿಲ್ಲಾ ಮಟ್ಟದಲ್ಲಿ ಸಂಘಟಿಸುವ ಸಲುವಾಗಿ ಡಿಸೆಂಬರ್ 29 ರಂದು ಸಂಜೆ 5.30 ಗಂಟೆಗೆ ಜಿಲ್ಲಾಧಿಕಾರಿಗಳ ಕಚೇರಿ ಸಭಾಂಗಣದಲ್ಲಿ ಪೂರ್ವಭಾವಿ ಸಭೆಯನ್ನು ಹಮ್ಮಿಕೊಳ್ಳಲಾಗಿದೆ. ಸಭೆಯ ಅಧ್ಯಕ್ಷತೆಯನ್ನು ಜಿಲ್ಲಾಧಿಕಾರಿ ಡಾ.ಸುರೇಶ ಇಟ್ನಾಳ ಅವರು ವಹಿಸಿಕೊಳ್ಳುವರು. ಎಲ್ಲ ಇಲಾಖೆಗಳ ಅಧಿಕಾರಿಗಳು ಸಭೆಗೆ ಹಾಜರಾಗಿ ತಮ್ಮ ಸಲಹೆ ಸೂಚನೆಗಳನ್ನು ನೀಡಬೇಕು ಎಂದು ಯುವ ಸಬಲೀಕರಣ ಮತ್ತು ಕ್ರೀಡಾ ಇಲಾಖೆಯ ಸಹಾಯಕ ನಿರ್ದೇಶಕರು ಪ್ರಕಟಣೆಯಲ್ಲಿ ತಿಳಿಸಿದ್ದಾರೆ.: [1230, 1502, 1495, 1703]
- story4-headline: ನಿಮ್ಮ ಹಣ ನಿಮ್ಮ ಹಕ್ಕು ಅಭಿಯಾನ: [812, 103, 1187, 143]
- legal3-petitioner-role: ...Petitioners: [1055, 1940, 1112, 1954]
- weather-box: [1230, 857, 1495, 990]
- story-world-human-day: [19, 62, 760, 878]
- legal1-from: From ASWATHANARAYANA K. Advocate Hospete.: [26, 2230, 188, 2257]
- legal4-case: Cri.M.C.No:2005/2025: [1265, 1926, 1370, 1940]
- weather-row: ಶನಿ : ಗರಿಷ್ಠ : 41°, ಕನಿಷ್ಠ : 29°: [1238, 907, 1421, 925]
- legal1-court: IN THE COURT OF THE HON'BLE IIND ADDITIONAL CIVIL JUDGE AND J.M.F.C.HOSPET.: [29, 1898, 360, 1925]
- story1-headline-line2: ಆಚರಣೆ: ಅಪರ ಜಿಲ್ಲಾಧಿಕಾರಿ ಸಿದ್ರಾಮೇಶ್ವರ: [68, 126, 711, 180]
- legal1-address: Respondent no :1 The Commissioner -cum-registrar of birth and deaths, CMC Office Hosapete Hosapete Taluka, Vijayanagara district.: [26, 2011, 350, 2038]
- legal1-whereas: WHEREAS the above named Khasim, S/o Late Late Peerasab, aged 67 years, Musilm, Resident of at SR Nagar 17th Ward, Hospete, Vijayanagara district has filed the petition under section 13 (3) of THE REGISTRATION OF BIRTHAND DEATHS ACT, seeking for death certificate of petitioner's Father K. Peerasab @ Kaggal Peerasab S/o Khasim Sab died on 15/02/1988 at the residence at Hampina Katte Kariganuru, Hosapete: [26, 2039, 363, 2137]
- legal1-order: By order of court Sheristadar II nd Additional Civil Judge & JMFC, Court Hospete.: [204, 2230, 359, 2271]
- legal1-petitioner: KHASIM and Others: [26, 1940, 123, 1954]
- story7-headline-line3: ಪೂರ್ವಭಾವಿ ಸಭೆ: [1294, 1464, 1432, 1495]
- epaper-text: ಕನ್ನಡ ದಿನಪತ್ರಿಕೆ ಆನ್‌ಲೈನ್‌ನಲ್ಲಿ ಮನೆಯಲ್ಲೇ ಕುಳಿತು ಮೊಬೈಲ್‌ನಲ್ಲಿ 'ಹೊಸಪೇಟೆ ಟೈಮ್ಸ್' ಪತ್ರಿಕೆ ಓದಬಹುದು, ಓದುಗರು, ಪತ್ರಿಕೆ ಓದಲು ಗೂಗಲ್ ಅಥವಾ ಕ್ರೋಮ್‌ನಲ್ಲಿ: [1237, 106, 1489, 162]
- legal4-given: Given under my hand and seal of this court on this 26th day of Dec 2025,: [1149, 2236, 1464, 2264]
- epaper-box: [1230, 61, 1495, 212]
- legal2-petitioner: KHASIM and Others: [400, 1940, 497, 1954]
- legal2-notice: You are here by noticed to appear in this court in person or by a pleader duly able to answer all material question relating to the said petition on 20/01/2026 at about 11:00 AM to answer the claim, otherwise the petition will be determine in your absence as there are no any objections from anybody.: [400, 2124, 736, 2193]
- legal1-notice: You are here by noticed to appear in this court in person or by a pleader duly able to answer all material question relating to the said petition on 20/01/2026 at about 11:00 AM to answer the claim, otherwise the petition will be determine in your absence as there are no any objections from anybody.: [26, 2138, 361, 2207]
- legal3-petitioner: DURUGAMMA & others: [774, 1940, 893, 1954]
- office-address: ಗುರು ಚಿನ್ಮಾಯಾನಂದ ಲೈನ್ ಮೇನ್ ಬಜಾರ್, ಹೊಸಪೇಟೆ ವಿಜಯನಗರ ಜಿಲ್ಲೆ.: [1248, 309, 1477, 350]
- legal3-whereas: WHEREAS the above named petitioners 1)Durugamma wife of Late Jigali katappa aged about 57 years, housewife. 2) Smt.Renuka wife of Late Hulugappa, aged about 6 years. housewife. R/o Gidemmana gudi village, Hanumanahalli post, Hospete taluk, Vijayanagara district 3) Kamatagi Nagaraja son of Late K Jigalikatteppa, aged about 27 years, petitioner No.1 and 3 are residents of behind Tayamma Temple, Chitrakeri, 26th Ward, Hospete, Vijayanagara district have filed the petition under section 13(3) of Registration of birth and death Act, seeking the direction of this court to issue direction to the respondent to enter the date of death of JIGALI KATTEPPA son of Late DODDA HANUMANTHAPPA who died on 12/11/2005 at his residence at Chitrakeri, 26th Ward, Hosapete, which is the husband of petitioner No.1 and father of petitioner No.2 and 3.: [774, 2011, 1111, 2193]
- column-divider: [771, 62, 772, 1880]
- legal-notice-3: [767, 1890, 1119, 2394]
- legal4-petitioner: NAGAMMA & another: [1149, 1940, 1258, 1954]
- epaper-logo: ಹೊಸಪೇಟೆ ಟೈಮ್ಸ್: [1237, 67, 1489, 100]
- story5-headline: ರಾಷ್ಟ್ರಕ್ಕಾಗಿ ಮಧ್ಯಸ್ಥಿಕೆ 2.0 ಅಭಿಯಾನ: [802, 809, 1197, 848]
- write-title: 'ನೀವು ಬರೆಯಿರಿ': [1282, 611, 1444, 646]
- legal2-court: IN THE COURT OF THE HON'BLE IIND ADDITIONAL CIVIL JUDGE AND J.M.F.C.HOSPET.: [403, 1898, 734, 1925]
- weather-row: ಶುಕ್ರ : ಗರಿಷ್ಠ : 40°, ಕನಿಷ್ಠ : 32°: [1238, 946, 1425, 964]
- story3-col2: ವರ್ಗಗಳ ಕಲ್ಯಾಣಾಧಿಕಾರಿ ಜೆ.ಶಶಿಕಲಾ ತಿಳಿಸಿದ್ದಾರೆ. ಕರ್ನಾಟಕದ ಶಾಸನಬದ್ಧ ವಿಶ್ವವಿದ್ಯಾಲಯಗಳಲ್ಲಿ ಅಧೀನಕ್ಕೆ ಒಳಪಡುವ ಸಂಸ್ಥೆಗಳಲ್ಲಿ ಪ್ರಥಮ ವರ್ಷದ ಪಿಹೆಚ್‌ಡಿ ಅಧ್ಯಯನ ಮಾಡುತ್ತಿರುವ ಹೊಸ ವಿದ್ಯಾರ್ಥಿಗಳು ಮಾತ್ರ ಅರ್ಜಿ ಸಲ್ಲಿಸಲು ಅರ್ಹರಾಗಿದ್ದು, ಆನ್‌ಲೈನ್ ಮೂಲಕ ಜನವರಿ.9 ರೊಳಗೆ ಸಲ್ಲಿಸಬಹುದು.: [270, 1654, 510, 1794]
- divider: [19, 1610, 764, 1613]
- legal3-case: Cri.M.C.No:1654/2025: [890, 1926, 996, 1940]
- legal1-case: Cri.M.C.No:1972/2025: [141, 1926, 247, 1940]
- story2-official-photo: [270, 993, 760, 1211]
- legal1-vs: -VS-: [183, 1954, 206, 1968]
- legal4-to: To, Whom so ever it may concern: [1237, 1997, 1398, 2010]
- legal2-case: Cri.M.C.No:1971/2025: [516, 1926, 621, 1940]
- legal1-to: To,: [26, 1997, 40, 2010]
- story3-col1: ವಿಜಯನಗರ(ಹೊಸಪೇಟೆ): 2025-26ನೇ ಸಾಲಿನಲ್ಲಿ ಪ್ರಥಮ ವರ್ಷದ ಪೂರ್ಣಾವಧಿ ಪಿಹೆಚ್‌ಡಿ ಅಧ್ಯಯನ(ಫೆಲ್ಲೊಶಿಪ್) ಪ್ರಾರಂಭಿಸಿರುವ ಹಿಂದುಳಿದ ವರ್ಗಗಳ ಪ್ರವರ್ಗ-1, 2(ಎ), 3(ಎ) ಹಾಗೂ 3(ಬಿ)ಗೆ ಸೇರಿದ ಅರ್ಹ ವಿದ್ಯಾರ್ಥಿಗಳಿಂದ ಮಾಸಿಕ ವ್ಯಾಸಂಗ ವೇತನ, ಫೆಲೋಶಿಪ್‌ಗಾಗಿ ಅರ್ಜಿ ಆಹ್ವಾನಿಸಲಾಗಿದೆ ಎಂದು ಜಿಲ್ಲಾ ಹಿಂದುಳಿದ: [19, 1676, 259, 1815]
- legal-notice-2: [393, 1890, 744, 2394]
- write-email: ಇ-ಮೇಲ್: hospettimes@gmail.com: [1255, 806, 1470, 844]
- story1-byline: ಹೊಸಪೇಟೆ ಟೈಮ್ಸ್ ನ್ಯೂಸ್: [19, 613, 146, 630]
- story2-col1: ಕೊಪ್ಪಳ : 2026ರ ಜನವರಿ 1 ರಂದು ವಿಶ್ವಕರ್ಮ ಅಮರ ಶಿಲ್ಪಿ ಜಕಣಾಚಾರಿ ಸಂಸ್ಮರಣಾ ದಿನಾಚರಣೆಯನ್ನು ಅರ್ಥಪೂರ್ಣವಾಗಿ ಆಚರಿಸೋಣ ಎಂದು ಕೊಪ್ಪಳ ಅಪರ ಜಿಲ್ಲಾಧಿಕಾರಿ ಸಿದ್ರಾಮೇಶ್ವರ ಹೇಳಿದರು. ಅವರು ಶುಕ್ರವಾರ ಕೊಪ್ಪಳ ಜಿಲ್ಲಾಧಿಕಾರಿಗಳ ಕಚೇರಿ ಸಭಾಂಗಣದಲ್ಲಿ ಕರೆದ ವಿಶ್ವಕರ್ಮ ಅಮರ ಶಿಲ್ಪಿ ಜಕಣಾಚಾರಿ ಸಂಸ್ಮರಣಾ ದಿನಾಚರಣೆಯ ಕುರಿತಾದ ಪೂರ್ವಭಾವಿ ಸಭೆಯ ಅಧ್ಯಕ್ಷತೆವಹಿಸಿ ಮಾತನಾಡಿದರು. ವಿಶ್ವಕರ್ಮ ಅಮರ ಶಿಲ್ಪಿ ಜಕಣಾಚಾರಿ ಸಂಸ್ಮರಣಾ ದಿನಾಚರಣೆಯನ್ನು ಜನವರಿ 1 ರಂದು ಸರಳವಾಗಿ ಆಚರಿಸಬೇಕೆಂದು ಸಮುದಾಯಗಳ ಮುಖಂಡರ ಕೋರಿಕೆ ಮೇರೆಗೆ ಅಂದು ಬೆಳಿಗ್ಗೆ 10.30 ಗಂಟೆಗೆ ಜಿಲ್ಲಾಧಿಕಾರಿಗಳ ಕಚೇರಿ ಸಭಾಂಗಣದಲ್ಲಿ ವಿಶ್ವಕರ್ಮ ಅಮರ ಶಿಲ್ಪಿ ಜಕಣಾಚಾರಿ ರವರ ಭಾವಚಿತ್ರಕ್ಕೆ ಪೂಜೆ ಸಲ್ಲಿಸುವ ಮೂಲಕ ಪುಷ್ಪನಮನ ಮಾಡಿ ಗೌರವ ಸಲ್ಲಿಸಲಾಗುವುದು. ಈ ಸಂದರ್ಭದಲ್ಲಿ ಸಮಾಜದ ಮುಖಂಡರು ಉಪಸ್ಥಿತರಿರಬೇಕೆಂದರು. ವಿಶ್ವಕರ್ಮ ಅಮರ ಶಿಲ್ಪಿ ಜಕಣಾಚಾರಿ ಸಂಸ್ಮರಣಾ ದಿನಾಚರಣೆಯನ್ನು ಜಿಲ್ಲೆಯ ಎಲ್ಲಾ ಶಾಲಾ ಕಾಲೇಜುಗಳು ಹಾಗೂ: [19, 1016, 259, 1442]
- story4-kicker: ಎಸ್‌ಬಿಐ ನಿಂದ ಡಿ.29 ರಂದು: [869, 62, 1129, 93]
- legal2-to: To, Respondent no :1 The Commissioner -cum-registrar of birth and deaths, CMC Office Hosapete, Hosapete Taluka, Vijayanagara district.: [400, 1997, 719, 2024]
- epaper-link[interactable]: https://hospettimes.com/ epaper: [1241, 166, 1484, 206]
- legal2-given: Given under my hand and seal of this court on this 18/12/2025: [412, 2194, 694, 2207]
- story3-headline: ಹಿಂದುಳಿದ ವರ್ಗಗಳ ಪಿಹೆಚ್‌ಡಿ ವಿದ್ಯಾರ್ಥಿಗಳಿಂದ ಮಾಸಿಕ ವ್ಯಾಸಂಗ ವೇತನಕ್ಕಾಗಿ ಅರ್ಜಿ ಆಹ್ವಾನ.: [39, 1618, 740, 1644]
- legal3-respondent: The Municipal Commissioner -cum- Registrar of Birth& Deaths City Municipality. Hospete, ........Respondent: [774, 1968, 1087, 1996]
- story3-byline: ಹೊಸಪೇಟೆ ಟೈಮ್ಸ್ ನ್ಯೂಸ್: [19, 1655, 146, 1673]
- legal-notice-1: [19, 1890, 370, 2394]
- legal3-vs: -VS-: [931, 1954, 955, 1968]
- legal3-order: By order of court. Sheristedar. Principal Civil Judge & JMFC Court, Hosapete.: [956, 2300, 1105, 2341]
- legal1-respondent: The Commissioner-cum-Registrar Birth & Deaths CMC Office, Hosapete: [26, 1968, 358, 1982]
